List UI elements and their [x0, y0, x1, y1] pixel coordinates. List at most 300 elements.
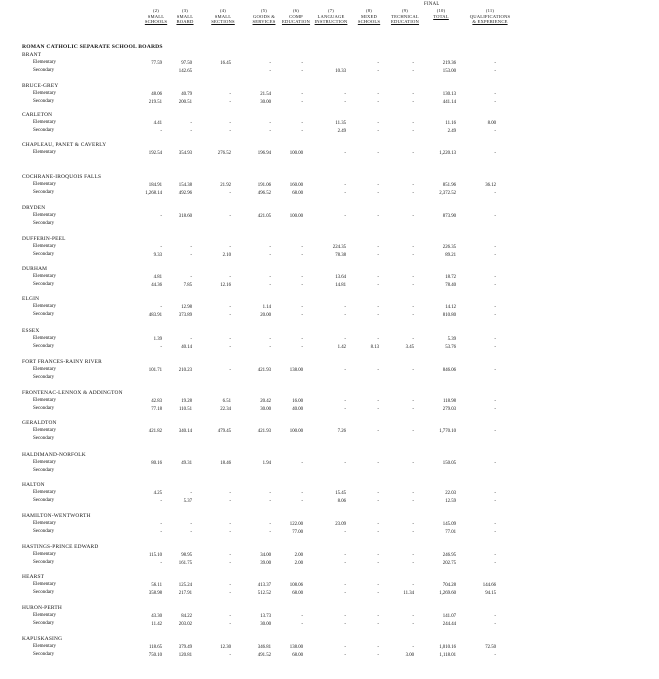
cell-mixed-schools: -: [377, 214, 379, 219]
board-name: FRONTENAC-LENNOX & ADDINGTON: [22, 390, 123, 396]
cell-small-board: 217.91: [178, 591, 192, 596]
cell-qualifications-experience: -: [494, 275, 496, 280]
column-label-line: & EXPERIENCE: [472, 19, 508, 25]
cell-total: 846.06: [442, 368, 456, 373]
cell-language-instruction: -: [344, 183, 346, 188]
board-name: COCHRANE-IROQUOIS FALLS: [22, 174, 102, 180]
cell-goods-services: 13.73: [260, 614, 271, 619]
cell-small-schools: 4.41: [153, 121, 162, 126]
cell-language-instruction: -: [344, 583, 346, 588]
cell-small-board: 379.49: [178, 645, 192, 650]
cell-small-sections: -: [229, 553, 231, 558]
cell-technical-education: -: [412, 337, 414, 342]
cell-qualifications-experience: -: [494, 100, 496, 105]
cell-goods-services: -: [269, 345, 271, 350]
row-label: Elementary: [33, 460, 57, 465]
row-label: Elementary: [33, 428, 57, 433]
cell-comp-education: 77.00: [292, 530, 303, 535]
cell-technical-education: -: [412, 368, 414, 373]
cell-mixed-schools: -: [377, 305, 379, 310]
cell-small-schools: 77.59: [151, 61, 162, 66]
cell-goods-services: 30.00: [260, 622, 271, 627]
row-label: Elementary: [33, 150, 57, 155]
cell-goods-services: 512.52: [257, 591, 271, 596]
cell-language-instruction: -: [344, 92, 346, 97]
cell-technical-education: 11.34: [403, 591, 414, 596]
cell-comp-education: -: [301, 283, 303, 288]
cell-total: 2.49: [447, 129, 456, 134]
row-label: Elementary: [33, 521, 57, 526]
cell-language-instruction: -: [344, 399, 346, 404]
cell-small-sections: -: [229, 591, 231, 596]
cell-comp-education: -: [301, 313, 303, 318]
cell-mixed-schools: -: [377, 622, 379, 627]
cell-technical-education: -: [412, 407, 414, 412]
board-name: GERALDTON: [22, 420, 57, 426]
cell-small-sections: -: [229, 275, 231, 280]
cell-mixed-schools: -: [377, 429, 379, 434]
board-name: HURON-PERTH: [22, 605, 62, 611]
cell-small-board: 7.85: [183, 283, 192, 288]
cell-technical-education: -: [412, 429, 414, 434]
row-label: Elementary: [33, 304, 57, 309]
cell-small-board: -: [190, 491, 192, 496]
cell-comp-education: 108.06: [289, 583, 303, 588]
column-label-line: TOTAL: [433, 13, 449, 19]
cell-small-board: 5.37: [183, 499, 192, 504]
cell-small-schools: -: [160, 345, 162, 350]
cell-technical-education: -: [412, 129, 414, 134]
cell-comp-education: -: [301, 345, 303, 350]
row-label: Elementary: [33, 120, 57, 125]
column-label-line: SCHOOLS: [357, 19, 381, 25]
row-label: Secondary: [33, 560, 55, 565]
cell-comp-education: -: [301, 499, 303, 504]
cell-language-instruction: 8.06: [337, 499, 346, 504]
cell-small-board: 12.98: [181, 305, 192, 310]
column-label-line: SMALL: [176, 13, 194, 19]
cell-goods-services: -: [269, 61, 271, 66]
cell-comp-education: 138.00: [289, 368, 303, 373]
cell-technical-education: -: [412, 622, 414, 627]
row-label: Secondary: [33, 190, 55, 195]
cell-goods-services: 30.00: [260, 100, 271, 105]
cell-mixed-schools: -: [377, 499, 379, 504]
cell-total: 202.75: [442, 561, 456, 566]
cell-small-sections: -: [229, 191, 231, 196]
cell-language-instruction: 78.38: [335, 253, 346, 258]
column-label-line: GOODS &: [253, 13, 275, 19]
cell-mixed-schools: -: [377, 253, 379, 258]
cell-comp-education: 2.00: [294, 561, 303, 566]
cell-language-instruction: -: [344, 151, 346, 156]
row-label: Secondary: [33, 375, 55, 380]
column-label-line: SERVICES: [252, 19, 276, 25]
cell-small-board: -: [190, 522, 192, 527]
cell-small-board: 97.50: [181, 61, 192, 66]
cell-small-schools: 77.18: [151, 407, 162, 412]
cell-mixed-schools: -: [377, 245, 379, 250]
cell-technical-education: -: [412, 461, 414, 466]
cell-small-schools: 115.10: [148, 553, 162, 558]
cell-comp-education: -: [301, 491, 303, 496]
cell-small-board: 354.93: [178, 151, 192, 156]
cell-qualifications-experience: -: [494, 129, 496, 134]
cell-small-schools: -: [160, 245, 162, 250]
cell-total: 246.95: [442, 553, 456, 558]
cell-goods-services: -: [269, 283, 271, 288]
cell-total: 1,269.60: [439, 591, 456, 596]
cell-small-sections: -: [229, 313, 231, 318]
cell-small-board: -: [190, 530, 192, 535]
cell-comp-education: -: [301, 100, 303, 105]
cell-small-board: -: [190, 337, 192, 342]
cell-small-schools: 421.82: [148, 429, 162, 434]
cell-small-board: 318.60: [178, 214, 192, 219]
cell-small-schools: -: [160, 499, 162, 504]
cell-mixed-schools: -: [377, 368, 379, 373]
cell-comp-education: -: [301, 305, 303, 310]
cell-comp-education: 2.00: [294, 553, 303, 558]
cell-technical-education: -: [412, 305, 414, 310]
cell-technical-education: -: [412, 253, 414, 258]
cell-comp-education: -: [301, 275, 303, 280]
cell-small-schools: -: [160, 129, 162, 134]
cell-mixed-schools: -: [377, 561, 379, 566]
cell-qualifications-experience: -: [494, 92, 496, 97]
cell-mixed-schools: -: [377, 461, 379, 466]
cell-total: 18.72: [445, 275, 456, 280]
column-number: (7): [328, 8, 334, 13]
cell-qualifications-experience: -: [494, 245, 496, 250]
row-label: Elementary: [33, 274, 57, 279]
cell-total: 78.40: [445, 283, 456, 288]
cell-small-board: 373.89: [178, 313, 192, 318]
cell-mixed-schools: -: [377, 151, 379, 156]
cell-comp-education: 68.00: [292, 191, 303, 196]
cell-qualifications-experience: -: [494, 151, 496, 156]
cell-small-schools: 358.98: [148, 591, 162, 596]
cell-technical-education: 3.45: [405, 345, 414, 350]
cell-small-schools: 11.42: [151, 622, 162, 627]
cell-small-schools: 56.11: [151, 583, 162, 588]
cell-small-sections: 21.92: [220, 183, 231, 188]
column-number: (9): [402, 8, 408, 13]
column-number: (10): [436, 8, 446, 13]
cell-qualifications-experience: -: [494, 561, 496, 566]
row-label: Secondary: [33, 99, 55, 104]
row-label: Elementary: [33, 336, 57, 341]
cell-goods-services: -: [269, 253, 271, 258]
cell-total: 1,010.16: [439, 645, 456, 650]
cell-small-sections: -: [229, 345, 231, 350]
row-label: Elementary: [33, 213, 57, 218]
cell-comp-education: 40.00: [292, 407, 303, 412]
cell-mixed-schools: 8.13: [370, 345, 379, 350]
cell-language-instruction: 11.35: [335, 121, 346, 126]
cell-goods-services: -: [269, 499, 271, 504]
cell-mixed-schools: -: [377, 121, 379, 126]
cell-small-board: 19.28: [181, 399, 192, 404]
cell-total: 130.13: [442, 92, 456, 97]
cell-small-schools: 4.81: [153, 275, 162, 280]
cell-small-board: 492.96: [178, 191, 192, 196]
cell-small-board: -: [190, 245, 192, 250]
cell-qualifications-experience: -: [494, 345, 496, 350]
cell-small-sections: -: [229, 491, 231, 496]
cell-total: 53.76: [445, 345, 456, 350]
cell-goods-services: 421.93: [257, 429, 271, 434]
column-number: (8): [366, 8, 372, 13]
cell-small-sections: -: [229, 121, 231, 126]
cell-total: 279.03: [442, 407, 456, 412]
cell-small-schools: 44.36: [151, 283, 162, 288]
cell-small-sections: -: [229, 561, 231, 566]
cell-total: 244.44: [442, 622, 456, 627]
cell-technical-education: -: [412, 499, 414, 504]
cell-small-sections: 22.34: [220, 407, 231, 412]
cell-language-instruction: -: [344, 561, 346, 566]
column-label-line: QUALIFICATIONS: [469, 13, 511, 19]
cell-qualifications-experience: -: [494, 305, 496, 310]
cell-language-instruction: -: [344, 653, 346, 658]
cell-language-instruction: 14.81: [335, 283, 346, 288]
cell-comp-education: -: [301, 245, 303, 250]
cell-total: 1,770.10: [439, 429, 456, 434]
cell-qualifications-experience: -: [494, 461, 496, 466]
cell-small-board: -: [190, 275, 192, 280]
cell-small-sections: 12.30: [220, 645, 231, 650]
cell-goods-services: 496.52: [257, 191, 271, 196]
cell-mixed-schools: -: [377, 553, 379, 558]
cell-language-instruction: -: [344, 368, 346, 373]
cell-goods-services: -: [269, 522, 271, 527]
cell-goods-services: -: [269, 69, 271, 74]
cell-total: 153.00: [442, 69, 456, 74]
cell-small-schools: 219.51: [148, 100, 162, 105]
cell-small-schools: 750.10: [148, 653, 162, 658]
cell-goods-services: -: [269, 245, 271, 250]
cell-small-sections: 479.45: [217, 429, 231, 434]
cell-comp-education: 160.00: [289, 183, 303, 188]
cell-total: 12.59: [445, 499, 456, 504]
cell-mixed-schools: -: [377, 530, 379, 535]
cell-total: 810.80: [442, 313, 456, 318]
cell-small-schools: 118.65: [148, 645, 162, 650]
cell-qualifications-experience: 72.50: [485, 645, 496, 650]
cell-language-instruction: -: [344, 553, 346, 558]
cell-small-board: 203.02: [178, 622, 192, 627]
cell-small-board: 210.23: [178, 368, 192, 373]
cell-small-sections: 16.45: [220, 61, 231, 66]
cell-small-sections: 12.16: [220, 283, 231, 288]
cell-technical-education: -: [412, 583, 414, 588]
cell-small-board: 125.24: [178, 583, 192, 588]
cell-total: 141.07: [442, 614, 456, 619]
cell-small-schools: 483.91: [148, 313, 162, 318]
cell-language-instruction: -: [344, 530, 346, 535]
cell-small-schools: 192.54: [148, 151, 162, 156]
cell-small-sections: -: [229, 622, 231, 627]
cell-technical-education: -: [412, 645, 414, 650]
cell-small-sections: -: [229, 499, 231, 504]
cell-language-instruction: 2.49: [337, 129, 346, 134]
cell-qualifications-experience: -: [494, 337, 496, 342]
column-label-line: SECTIONS: [211, 19, 235, 25]
cell-small-board: -: [190, 121, 192, 126]
cell-small-board: 200.51: [178, 100, 192, 105]
cell-total: 118.98: [442, 399, 456, 404]
cell-language-instruction: 7.26: [337, 429, 346, 434]
cell-language-instruction: -: [344, 313, 346, 318]
cell-total: 5.39: [447, 337, 456, 342]
cell-total: 145.09: [442, 522, 456, 527]
cell-mixed-schools: -: [377, 275, 379, 280]
cell-technical-education: -: [412, 214, 414, 219]
cell-total: 150.05: [442, 461, 456, 466]
cell-goods-services: 34.00: [260, 553, 271, 558]
cell-language-instruction: -: [344, 591, 346, 596]
cell-qualifications-experience: -: [494, 61, 496, 66]
board-name: KAPUSKASING: [22, 636, 63, 642]
cell-technical-education: -: [412, 121, 414, 126]
row-label: Secondary: [33, 312, 55, 317]
row-label: Secondary: [33, 498, 55, 503]
cell-qualifications-experience: -: [494, 622, 496, 627]
cell-total: 77.01: [445, 530, 456, 535]
cell-technical-education: -: [412, 151, 414, 156]
row-label: Elementary: [33, 552, 57, 557]
cell-small-sections: -: [229, 245, 231, 250]
cell-mixed-schools: -: [377, 645, 379, 650]
cell-qualifications-experience: -: [494, 283, 496, 288]
cell-comp-education: 100.00: [289, 214, 303, 219]
cell-language-instruction: -: [344, 461, 346, 466]
row-label: Secondary: [33, 621, 55, 626]
row-label: Elementary: [33, 613, 57, 618]
cell-goods-services: 30.00: [260, 407, 271, 412]
column-label-line: MIXED: [360, 13, 378, 19]
cell-goods-services: 20.00: [260, 313, 271, 318]
column-label-line: SCHOOLS: [144, 19, 168, 25]
cell-small-sections: -: [229, 92, 231, 97]
row-label: Secondary: [33, 282, 55, 287]
cell-goods-services: -: [269, 275, 271, 280]
cell-technical-education: -: [412, 614, 414, 619]
cell-mixed-schools: -: [377, 614, 379, 619]
board-name: HEARST: [22, 574, 45, 580]
board-name: DRYDEN: [22, 205, 46, 211]
row-label: Secondary: [33, 436, 55, 441]
cell-goods-services: -: [269, 129, 271, 134]
cell-technical-education: -: [412, 553, 414, 558]
cell-qualifications-experience: -: [494, 214, 496, 219]
cell-small-schools: 101.71: [148, 368, 162, 373]
board-name: DUFFERIN-PEEL: [22, 236, 66, 242]
cell-small-schools: 43.30: [151, 614, 162, 619]
row-label: Secondary: [33, 652, 55, 657]
cell-small-sections: -: [229, 214, 231, 219]
cell-language-instruction: 224.35: [332, 245, 346, 250]
cell-goods-services: 39.00: [260, 561, 271, 566]
cell-goods-services: 346.81: [257, 645, 271, 650]
cell-total: 89.21: [445, 253, 456, 258]
row-label: Secondary: [33, 252, 55, 257]
cell-language-instruction: -: [344, 337, 346, 342]
cell-qualifications-experience: 36.12: [485, 183, 496, 188]
board-name: HAMILTON-WENTWORTH: [22, 513, 91, 519]
board-name: BRUCE-GREY: [22, 83, 59, 89]
cell-small-sections: -: [229, 583, 231, 588]
cell-qualifications-experience: -: [494, 491, 496, 496]
cell-total: 14.12: [445, 305, 456, 310]
row-label: Secondary: [33, 529, 55, 534]
cell-language-instruction: -: [344, 100, 346, 105]
cell-small-board: 110.51: [178, 407, 192, 412]
cell-total: 226.35: [442, 245, 456, 250]
cell-goods-services: 421.05: [257, 214, 271, 219]
final-label: FINAL: [424, 2, 440, 7]
cell-mixed-schools: -: [377, 522, 379, 527]
cell-small-sections: -: [229, 530, 231, 535]
cell-small-board: 340.14: [178, 429, 192, 434]
cell-technical-education: -: [412, 69, 414, 74]
cell-small-schools: 42.83: [151, 399, 162, 404]
row-label: Elementary: [33, 490, 57, 495]
cell-qualifications-experience: -: [494, 653, 496, 658]
cell-goods-services: 1.14: [262, 305, 271, 310]
cell-goods-services: 1.94: [262, 461, 271, 466]
cell-language-instruction: -: [344, 214, 346, 219]
cell-goods-services: 413.37: [257, 583, 271, 588]
cell-technical-education: -: [412, 399, 414, 404]
row-label: Elementary: [33, 367, 57, 372]
column-number: (2): [153, 8, 159, 13]
cell-small-board: 40.14: [181, 345, 192, 350]
cell-mixed-schools: -: [377, 191, 379, 196]
column-label-line: EDUCATION: [281, 19, 311, 25]
row-label: Elementary: [33, 582, 57, 587]
column-label-line: TECHNICAL: [391, 13, 419, 19]
column-header-qualifications-experience: [460, 8, 520, 25]
cell-mixed-schools: -: [377, 653, 379, 658]
cell-technical-education: -: [412, 530, 414, 535]
cell-qualifications-experience: -: [494, 399, 496, 404]
cell-qualifications-experience: 8.00: [487, 121, 496, 126]
cell-qualifications-experience: 144.66: [482, 583, 496, 588]
cell-mixed-schools: -: [377, 399, 379, 404]
row-label: Secondary: [33, 468, 55, 473]
cell-language-instruction: 23.09: [335, 522, 346, 527]
cell-technical-education: -: [412, 275, 414, 280]
cell-mixed-schools: -: [377, 591, 379, 596]
cell-language-instruction: -: [344, 614, 346, 619]
board-name: HALDIMAND-NORFOLK: [22, 452, 86, 458]
row-label: Elementary: [33, 644, 57, 649]
cell-small-sections: -: [229, 100, 231, 105]
board-name: FORT FRANCES-RAINY RIVER: [22, 359, 102, 365]
cell-mixed-schools: -: [377, 100, 379, 105]
column-number: (4): [220, 8, 226, 13]
cell-goods-services: 20.42: [260, 399, 271, 404]
cell-qualifications-experience: -: [494, 407, 496, 412]
cell-small-schools: 184.91: [148, 183, 162, 188]
cell-goods-services: 191.06: [257, 183, 271, 188]
cell-small-sections: -: [229, 337, 231, 342]
cell-comp-education: -: [301, 337, 303, 342]
cell-mixed-schools: -: [377, 129, 379, 134]
cell-comp-education: -: [301, 614, 303, 619]
